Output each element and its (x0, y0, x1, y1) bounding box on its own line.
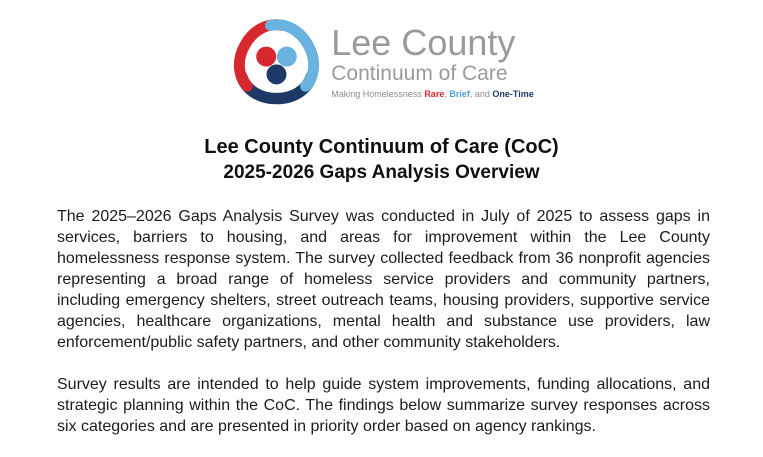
paragraph-survey-purpose: Survey results are intended to help guide system improvements, funding allocations, and strategic planning within the CoC. The findings below summarize survey responses across six categories and are presented in priority order based on agency rankings. (57, 376, 710, 435)
paragraph-survey-overview: The 2025–2026 Gaps Analysis Survey was conducted in July of 2025 to assess gaps in services, barriers to housing, and areas for improvement within the Lee County homelessness response system. The survey collected feedback from 36 nonprofit agencies representing a broad range of homeless service providers and community partners, including emergency shelters, street outreach teams, housing providers, supportive service agencies, healthcare organizations, mental health and substance use providers, law enforcement/public safety partners, and other community stakeholders. (57, 208, 710, 351)
logo-text-block (331, 22, 534, 100)
logo-title: Lee County (331, 22, 516, 63)
tagline-brief: Brief (449, 89, 470, 99)
document-title (0, 134, 763, 185)
tagline-sep2: , and (469, 89, 493, 99)
tagline-prefix: Making Homelessness (331, 89, 425, 99)
tagline-rare: Rare (424, 89, 445, 99)
coc-logo (0, 13, 763, 112)
title-line-1: Lee County Continuum of Care (CoC) (204, 136, 559, 158)
logo-tagline (331, 88, 533, 100)
title-line-2: 2025-2026 Gaps Analysis Overview (223, 162, 540, 183)
logo-subtitle: Continuum of Care (331, 62, 508, 85)
tagline-sep1: , (444, 89, 450, 99)
document-body (57, 206, 710, 437)
three-people-circle-logo-icon (229, 15, 324, 110)
tagline-one-time: One-Time (492, 89, 534, 99)
document-page (0, 13, 763, 457)
